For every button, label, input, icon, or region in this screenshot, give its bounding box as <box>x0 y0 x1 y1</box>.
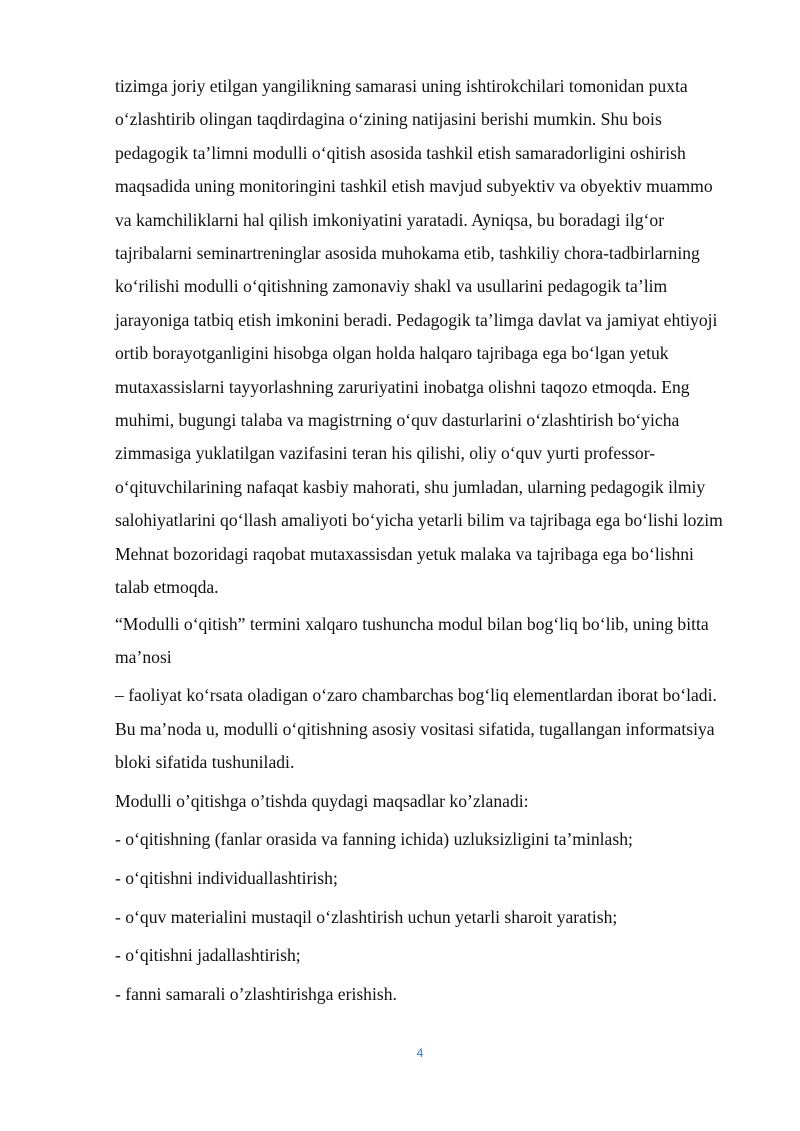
list-item: - o‘qitishni jadallashtirish; <box>115 945 301 966</box>
list-item: - o‘quv materialini mustaqil o‘zlashtirish uchun yetarli sharoit yaratish; <box>115 906 618 927</box>
page-number: 4 <box>416 1046 424 1060</box>
goals-list <box>115 823 727 1012</box>
body-paragraph-4: Modulli o’qitishga o’tishda quydagi maqsadlar ko’zlanadi: <box>115 790 529 811</box>
list-item: - o‘qitishning (fanlar orasida va fanning ichida) uzluksizligini ta’minlash; <box>115 828 633 849</box>
body-paragraph-2: “Modulli o‘qitish” termini xalqaro tushuncha modul bilan bog‘liq bo‘lib, uning bitta ma’nosi <box>115 613 709 667</box>
list-item: - fanni samarali o’zlashtirishga erishish. <box>115 984 397 1005</box>
document-page <box>115 70 727 1017</box>
body-paragraph-3: – faoliyat ko‘rsata oladigan o‘zaro chambarchas bog‘liq elementlardan iborat bo‘ladi. Bu ma’noda u, modulli o‘qitishning asosiy vositasi sifatida, tugallangan informatsiya bloki sifatida tushuniladi. <box>115 685 717 773</box>
list-item: - o‘qitishni individuallashtirish; <box>115 867 338 888</box>
body-paragraph-1: tizimga joriy etilgan yangilikning samarasi uning ishtirokchilari tomonidan puxta o‘zlashtirib olingan taqdirdagina o‘zining natijasini berishi mumkin. Shu bois pedagogik ta’limni modulli o‘qitish asosida tashkil etish samaradorligini oshirish maqsadida uning monitoringini tashkil etish mavjud subyektiv va obyektiv muammo va kamchiliklarni hal qilish imkoniyatini yaratadi. Ayniqsa, bu boradagi ilg‘or tajribalarni seminartreninglar asosida muhokama etib, tashkiliy chora-tadbirlarning ko‘rilishi modulli o‘qitishning zamonaviy shakl va usullarini pedagogik ta’lim jarayoniga tatbiq etish imkonini beradi. Pedagogik ta’limga davlat va jamiyat ehtiyoji ortib borayotganligini hisobga olgan holda halqaro tajribaga ega bo‘lgan yetuk mutaxassislarni tayyorlashning zaruriyatini inobatga olishni taqozo etmoqda. Eng muhimi, bugungi talaba va magistrning o‘quv dasturlarini o‘zlashtirish bo‘yicha zimmasiga yuklatilgan vazifasini teran his qilishi, oliy o‘quv yurti professor-o‘qituvchilarining nafaqat kasbiy mahorati, shu jumladan, ularning pedagogik ilmiy salohiyatlarini qo‘llash amaliyoti bo‘yicha yetarli bilim va tajribaga ega bo‘lishi lozim Mehnat bozoridagi raqobat mutaxassisdan yetuk malaka va tajribaga ega bo‘lishni talab etmoqda. <box>115 76 723 598</box>
